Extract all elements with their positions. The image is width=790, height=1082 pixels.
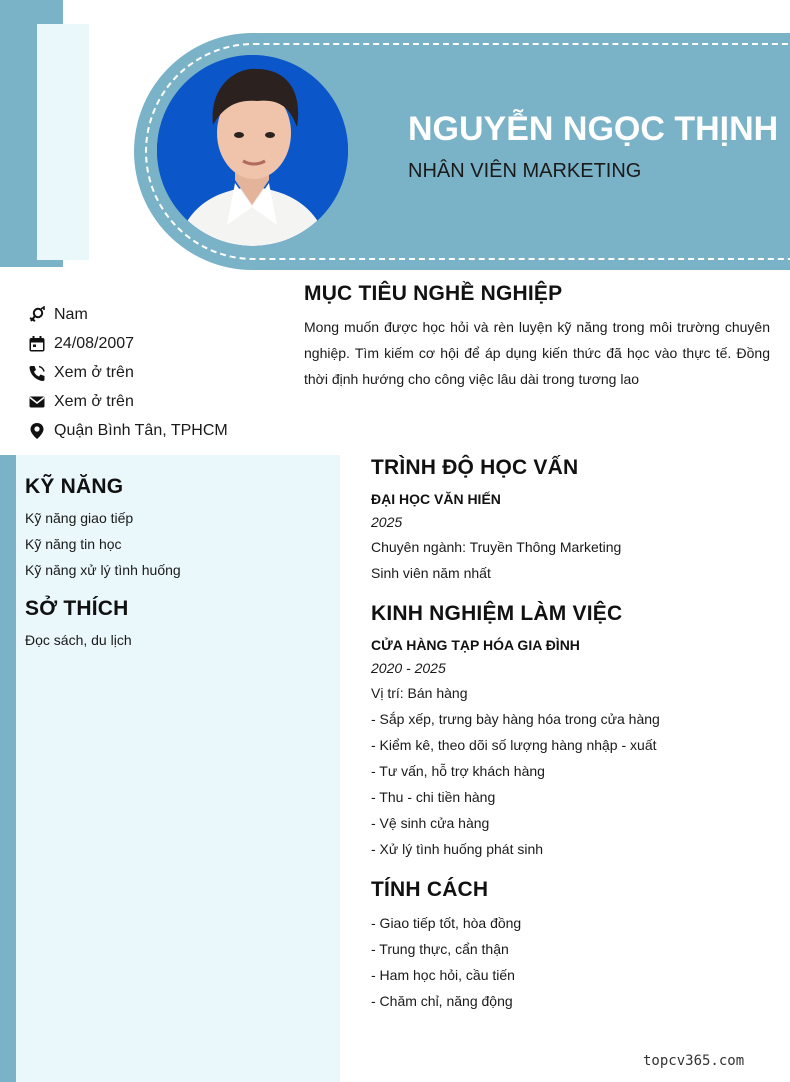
contact-dob <box>28 329 228 358</box>
candidate-role: NHÂN VIÊN MARKETING <box>408 160 642 182</box>
left-accent-inner <box>37 24 89 260</box>
personality-item: - Giao tiếp tốt, hòa đồng <box>371 915 522 931</box>
phone-icon <box>28 364 46 382</box>
gender-value: Nam <box>54 305 88 323</box>
education-year: 2025 <box>371 514 403 530</box>
objective-text: Mong muốn được học hỏi và rèn luyện kỹ năng trong môi trường chuyên nghiệp. Tìm kiếm cơ hội để áp dụng kiến thức đã học vào thực tế. Đồng thời định hướng cho công việc lâu dài trong tương lao <box>304 319 770 387</box>
contact-email <box>28 387 228 416</box>
footer-brand: topcv365.com <box>643 1053 745 1069</box>
avatar <box>157 55 348 246</box>
hobbies-text: Đọc sách, du lịch <box>25 632 132 648</box>
education-title: TRÌNH ĐỘ HỌC VẤN <box>371 456 579 479</box>
personality-item: - Ham học hỏi, cầu tiến <box>371 967 515 983</box>
personality-item: - Trung thực, cẩn thận <box>371 941 509 957</box>
education-major: Chuyên ngành: Truyền Thông Marketing <box>371 539 622 555</box>
sidebar-content <box>25 475 325 653</box>
experience-duty: - Xử lý tình huống phát sinh <box>371 841 544 857</box>
education-status: Sinh viên năm nhất <box>371 565 491 581</box>
experience-duty: - Tư vấn, hỗ trợ khách hàng <box>371 763 545 779</box>
dob-value: 24/08/2007 <box>54 334 135 352</box>
email-value: Xem ở trên <box>54 392 134 410</box>
experience-company: CỬA HÀNG TẠP HÓA GIA ĐÌNH <box>371 637 580 653</box>
objective-title: MỤC TIÊU NGHỀ NGHIỆP <box>304 282 563 305</box>
hobbies-title: SỞ THÍCH <box>25 597 129 620</box>
main-content <box>371 456 771 1014</box>
calendar-icon <box>28 335 46 353</box>
contact-gender <box>28 300 228 329</box>
experience-period: 2020 - 2025 <box>371 660 446 676</box>
education-school: ĐẠI HỌC VĂN HIẾN <box>371 491 501 507</box>
side-accent-strip <box>0 455 16 1082</box>
contact-phone <box>28 358 228 387</box>
location-pin-icon <box>28 422 46 440</box>
skill-item: Kỹ năng giao tiếp <box>25 510 134 526</box>
personality-item: - Chăm chỉ, năng động <box>371 993 513 1009</box>
skill-item: Kỹ năng tin học <box>25 536 122 552</box>
personality-title: TÍNH CÁCH <box>371 878 489 901</box>
envelope-icon <box>28 393 46 411</box>
experience-duty: - Sắp xếp, trưng bày hàng hóa trong cửa hàng <box>371 711 660 727</box>
contact-list <box>28 300 228 445</box>
phone-value: Xem ở trên <box>54 363 134 381</box>
skills-title: KỸ NĂNG <box>25 475 124 498</box>
experience-duty: - Kiểm kê, theo dõi số lượng hàng nhập - xuất <box>371 737 657 753</box>
experience-duty: - Vệ sinh cửa hàng <box>371 815 490 831</box>
address-value: Quận Bình Tân, TPHCM <box>54 421 228 439</box>
skill-item: Kỹ năng xử lý tình huống <box>25 562 181 578</box>
experience-duty: - Thu - chi tiền hàng <box>371 789 496 805</box>
portrait-photo-icon <box>157 55 348 246</box>
candidate-name: NGUYỄN NGỌC THỊNH <box>408 110 779 148</box>
experience-title: KINH NGHIỆM LÀM VIỆC <box>371 602 623 625</box>
contact-address <box>28 416 228 445</box>
gender-icon <box>28 306 46 324</box>
career-objective-section <box>304 282 770 392</box>
experience-position: Vị trí: Bán hàng <box>371 685 468 701</box>
